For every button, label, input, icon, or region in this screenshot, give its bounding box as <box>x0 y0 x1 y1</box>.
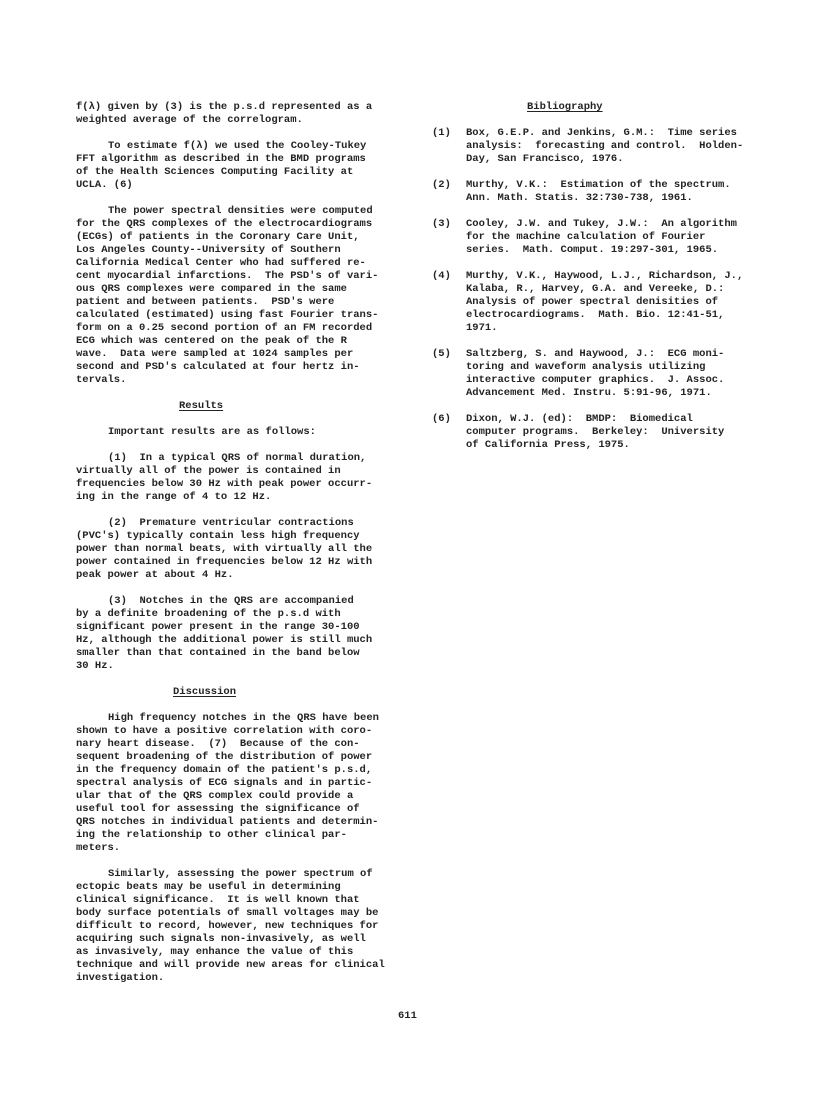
bibliography-entry-number: (6) <box>432 413 451 425</box>
intro-paragraph-2: To estimate f(λ) we used the Cooley-Tukey FFT algorithm as described in the BMD programs of the Health Sciences Computing Facility at UCLA. (6) <box>76 140 367 191</box>
intro-paragraph-1: f(λ) given by (3) is the p.s.d represented as a weighted average of the correlogram. <box>76 101 373 126</box>
bibliography-entry-number: (5) <box>432 348 451 360</box>
bibliography-entry-text: Murthy, V.K., Haywood, L.J., Richardson, J., Kalaba, R., Harvey, G.A. and Vereeke, D.: Analysis of power spectral denisities of electrocardiograms. Math. Bio. 12:41-51, 1971. <box>466 270 744 334</box>
results-intro: Important results are as follows: <box>108 426 316 438</box>
bibliography-entry-number: (3) <box>432 218 451 230</box>
bibliography-entry-number: (2) <box>432 179 451 191</box>
bibliography-entry-text: Murthy, V.K.: Estimation of the spectrum. Ann. Math. Statis. 32:730-738, 1961. <box>466 179 731 204</box>
right-column <box>432 101 782 465</box>
left-column <box>76 101 416 998</box>
bibliography-entry-4 <box>432 270 782 335</box>
results-heading: Results <box>179 400 224 412</box>
discussion-paragraph-2: Similarly, assessing the power spectrum of ectopic beats may be useful in determining clinical significance. It is well known that body surface potentials of small voltages may be difficult to record, however, new techniques for acquiring such signals non-invasively, as well as invasively, may enhance the value of this technique and will provide new areas for clinical investigation. <box>76 868 385 984</box>
intro-paragraph-3: The power spectral densities were computed for the QRS complexes of the electrocardiograms (ECGs) of patients in the Coronary Care Unit, Los Angeles County--University of Southern California Medical Center who had suffered re- cent myocardial infarctions. The PSD's of vari- ous QRS complexes were compared in the same patient and between patients. PSD's were calculated (estimated) using fast Fourier trans- form on a 0.25 second portion of an FM recorded ECG which was centered on the peak of the R wave. Data were sampled at 1024 samples per second and PSD's calculated at four hertz in- tervals. <box>76 205 379 386</box>
bibliography-entry-5 <box>432 348 782 400</box>
page-number: 611 <box>398 1010 417 1022</box>
bibliography-entry-text: Dixon, W.J. (ed): BMDP: Biomedical computer programs. Berkeley: University of California Press, 1975. <box>466 413 725 451</box>
discussion-heading: Discussion <box>173 686 237 698</box>
results-item-1: (1) In a typical QRS of normal duration, virtually all of the power is contained in frequencies below 30 Hz with peak power occurr- ing in the range of 4 to 12 Hz. <box>76 452 373 503</box>
discussion-paragraph-1: High frequency notches in the QRS have been shown to have a positive correlation with coro- nary heart disease. (7) Because of the con- sequent broadening of the distribution of power in the frequency domain of the patient's p.s.d, spectral analysis of ECG signals and in partic- ular that of the QRS complex could provide a useful tool for assessing the significance of QRS notches in individual patients and determin- ing the relationship to other clinical par- meters. <box>76 712 379 854</box>
bibliography-entry-text: Cooley, J.W. and Tukey, J.W.: An algorithm for the machine calculation of Fourier series. Math. Comput. 19:297-301, 1965. <box>466 218 737 256</box>
bibliography-entry-2 <box>432 179 782 205</box>
bibliography-heading: Bibliography <box>527 101 603 113</box>
bibliography-entry-text: Saltzberg, S. and Haywood, J.: ECG moni- toring and waveform analysis utilizing interactive computer graphics. J. Assoc. Advancement Med. Instru. 5:91-96, 1971. <box>466 348 725 399</box>
results-item-3: (3) Notches in the QRS are accompanied by a definite broadening of the p.s.d with significant power present in the range 30-100 Hz, although the additional power is still much smaller than that contained in the band below 30 Hz. <box>76 595 373 672</box>
bibliography-entry-1 <box>432 127 782 166</box>
results-item-2: (2) Premature ventricular contractions (PVC's) typically contain less high frequency power than normal beats, with virtually all the power contained in frequencies below 12 Hz with peak power at about 4 Hz. <box>76 517 373 581</box>
bibliography-entry-3 <box>432 218 782 257</box>
bibliography-entry-number: (1) <box>432 127 451 139</box>
bibliography-entry-text: Box, G.E.P. and Jenkins, G.M.: Time series analysis: forecasting and control. Holden- Day, San Francisco, 1976. <box>466 127 744 165</box>
bibliography-entry-number: (4) <box>432 270 451 282</box>
bibliography-entry-6 <box>432 413 782 452</box>
